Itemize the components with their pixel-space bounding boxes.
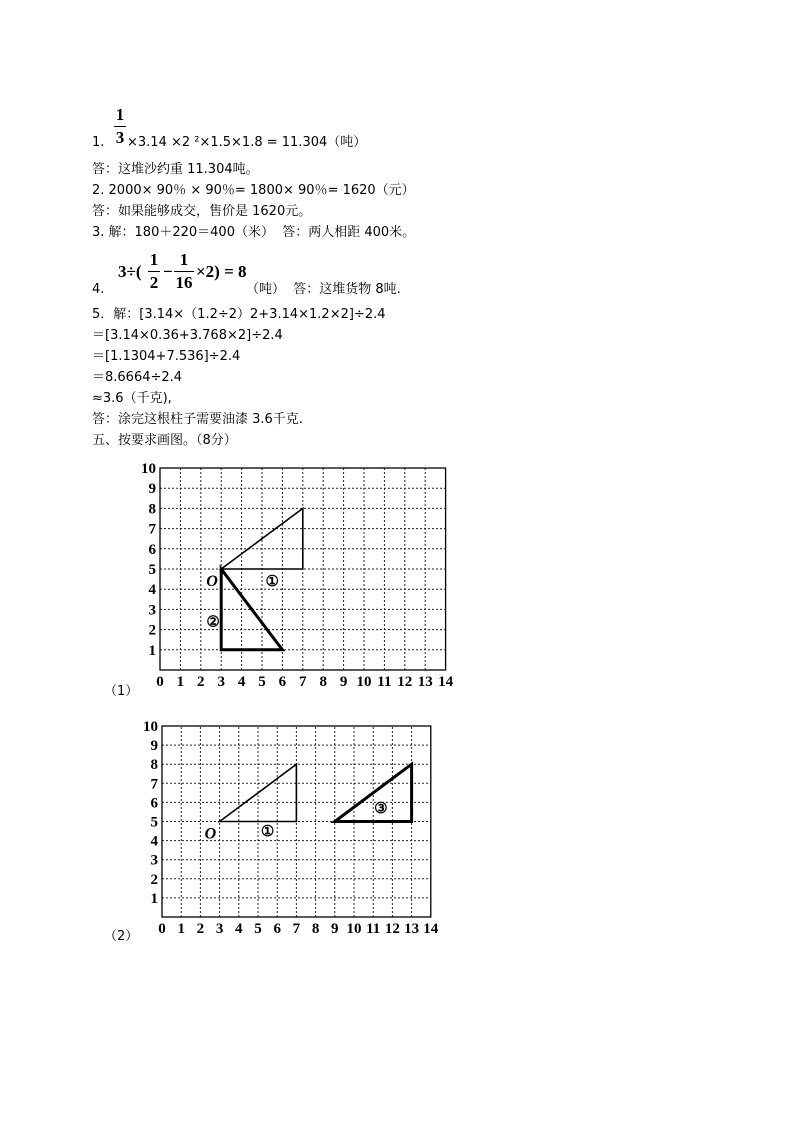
x-tick-label: 8 bbox=[311, 921, 320, 937]
x-tick-label: 1 bbox=[176, 674, 185, 690]
x-tick-label: 7 bbox=[292, 921, 301, 937]
origin-label: O bbox=[204, 825, 217, 843]
x-tick-label: 12 bbox=[397, 674, 413, 690]
y-tick-label: 2 bbox=[148, 622, 156, 639]
y-tick-label: 5 bbox=[150, 814, 158, 831]
q1-prefix: 1. bbox=[92, 135, 105, 150]
q5-line-6: 答：涂完这根柱子需要油漆 3.6千克. bbox=[92, 412, 303, 427]
y-tick-label: 9 bbox=[150, 738, 158, 755]
q4-f2-den: 16 bbox=[175, 273, 193, 292]
y-tick-label: 4 bbox=[148, 582, 156, 599]
q1-expression: ×3.14 ×2 ²×1.5×1.8 = 11.304（吨） bbox=[127, 135, 367, 150]
q4-f1-den: 2 bbox=[149, 273, 159, 292]
q4-tail: ×2) = 8 bbox=[196, 262, 247, 281]
x-tick-label: 2 bbox=[197, 674, 205, 690]
q3-text: 3. 解：180＋220＝400（米） 答：两人相距 400米。 bbox=[92, 225, 416, 240]
y-tick-label: 6 bbox=[148, 541, 156, 558]
x-tick-label: 8 bbox=[319, 674, 327, 690]
x-tick-label: 14 bbox=[423, 921, 439, 937]
y-tick-label: 2 bbox=[150, 871, 158, 888]
y-tick-label: 10 bbox=[143, 719, 158, 735]
q4-fraction-1 bbox=[148, 250, 160, 293]
shape-number-label: ① bbox=[265, 574, 279, 591]
q4-prefix: 4. bbox=[92, 282, 105, 297]
x-tick-label: 3 bbox=[217, 674, 225, 690]
q4-after: （吨） 答：这堆货物 8吨. bbox=[246, 282, 401, 297]
y-tick-label: 8 bbox=[150, 757, 158, 774]
q4-f1-num: 1 bbox=[149, 250, 159, 269]
x-tick-label: 9 bbox=[331, 921, 339, 937]
x-tick-label: 0 bbox=[156, 674, 164, 690]
y-tick-label: 1 bbox=[150, 890, 158, 907]
y-tick-label: 5 bbox=[148, 562, 156, 578]
q2-answer: 答：如果能够成交，售价是 1620元。 bbox=[92, 204, 312, 219]
q4-minus: − bbox=[163, 262, 173, 281]
x-tick-label: 1 bbox=[177, 921, 185, 937]
y-tick-label: 6 bbox=[150, 795, 158, 812]
x-tick-label: 11 bbox=[366, 921, 381, 937]
y-tick-label: 1 bbox=[148, 642, 156, 659]
q5-line-1: 5．解：[3.14×（1.2÷2）2+3.14×1.2×2]÷2.4 bbox=[92, 307, 386, 322]
y-tick-label: 7 bbox=[148, 521, 156, 538]
origin-label: O bbox=[206, 573, 218, 590]
x-tick-label: 4 bbox=[235, 921, 243, 937]
grid-figure-2 bbox=[135, 712, 450, 937]
figure-1-label: （1） bbox=[104, 684, 139, 699]
y-tick-label: 4 bbox=[150, 833, 158, 850]
y-tick-label: 3 bbox=[148, 602, 156, 619]
q5-line-4: ＝8.6664÷2.4 bbox=[92, 370, 183, 385]
x-tick-label: 13 bbox=[404, 921, 420, 937]
x-tick-label: 10 bbox=[346, 921, 362, 937]
y-tick-label: 10 bbox=[141, 461, 156, 477]
y-tick-label: 8 bbox=[148, 501, 156, 518]
q1-answer: 答：这堆沙约重 11.304吨。 bbox=[92, 162, 259, 177]
x-tick-label: 7 bbox=[299, 674, 307, 690]
x-tick-label: 2 bbox=[196, 921, 205, 937]
q1-frac-den: 3 bbox=[115, 128, 125, 147]
shape-number-label: ③ bbox=[374, 801, 388, 818]
x-tick-label: 14 bbox=[438, 674, 454, 690]
figure-2-label: （2） bbox=[104, 929, 139, 944]
x-tick-label: 12 bbox=[384, 921, 400, 937]
x-tick-label: 6 bbox=[273, 921, 281, 937]
x-tick-label: 5 bbox=[258, 674, 266, 690]
shape-number-label: ① bbox=[260, 824, 275, 841]
y-tick-label: 9 bbox=[148, 481, 156, 498]
q1-frac-num: 1 bbox=[115, 105, 125, 124]
q4-fraction-2 bbox=[174, 250, 194, 293]
x-tick-label: 5 bbox=[254, 921, 262, 937]
x-tick-label: 6 bbox=[278, 674, 287, 690]
grid-figure-1 bbox=[130, 455, 460, 695]
x-tick-label: 0 bbox=[158, 921, 166, 937]
x-tick-label: 9 bbox=[339, 674, 348, 690]
q4-lead: 3÷( bbox=[118, 262, 142, 281]
q4-f2-num: 1 bbox=[179, 250, 189, 269]
x-tick-label: 10 bbox=[356, 674, 372, 690]
x-tick-label: 3 bbox=[215, 921, 224, 937]
q5-line-2: ＝[3.14×0.36+3.768×2]÷2.4 bbox=[92, 328, 283, 343]
q5-line-5: ≈3.6（千克), bbox=[92, 391, 172, 406]
y-tick-label: 3 bbox=[150, 852, 158, 869]
shape-number-label: ② bbox=[206, 614, 220, 631]
x-tick-label: 11 bbox=[377, 674, 392, 690]
q5-line-3: ＝[1.1304+7.536]÷2.4 bbox=[92, 349, 241, 364]
y-tick-label: 7 bbox=[150, 776, 158, 793]
x-tick-label: 4 bbox=[237, 674, 246, 690]
x-tick-label: 13 bbox=[417, 674, 433, 690]
q2-expression: 2. 2000× 90％ × 90％= 1800× 90％= 1620（元） bbox=[92, 183, 415, 198]
section-title: 五、按要求画图。（8分） bbox=[92, 433, 237, 448]
q1-fraction bbox=[114, 105, 126, 148]
